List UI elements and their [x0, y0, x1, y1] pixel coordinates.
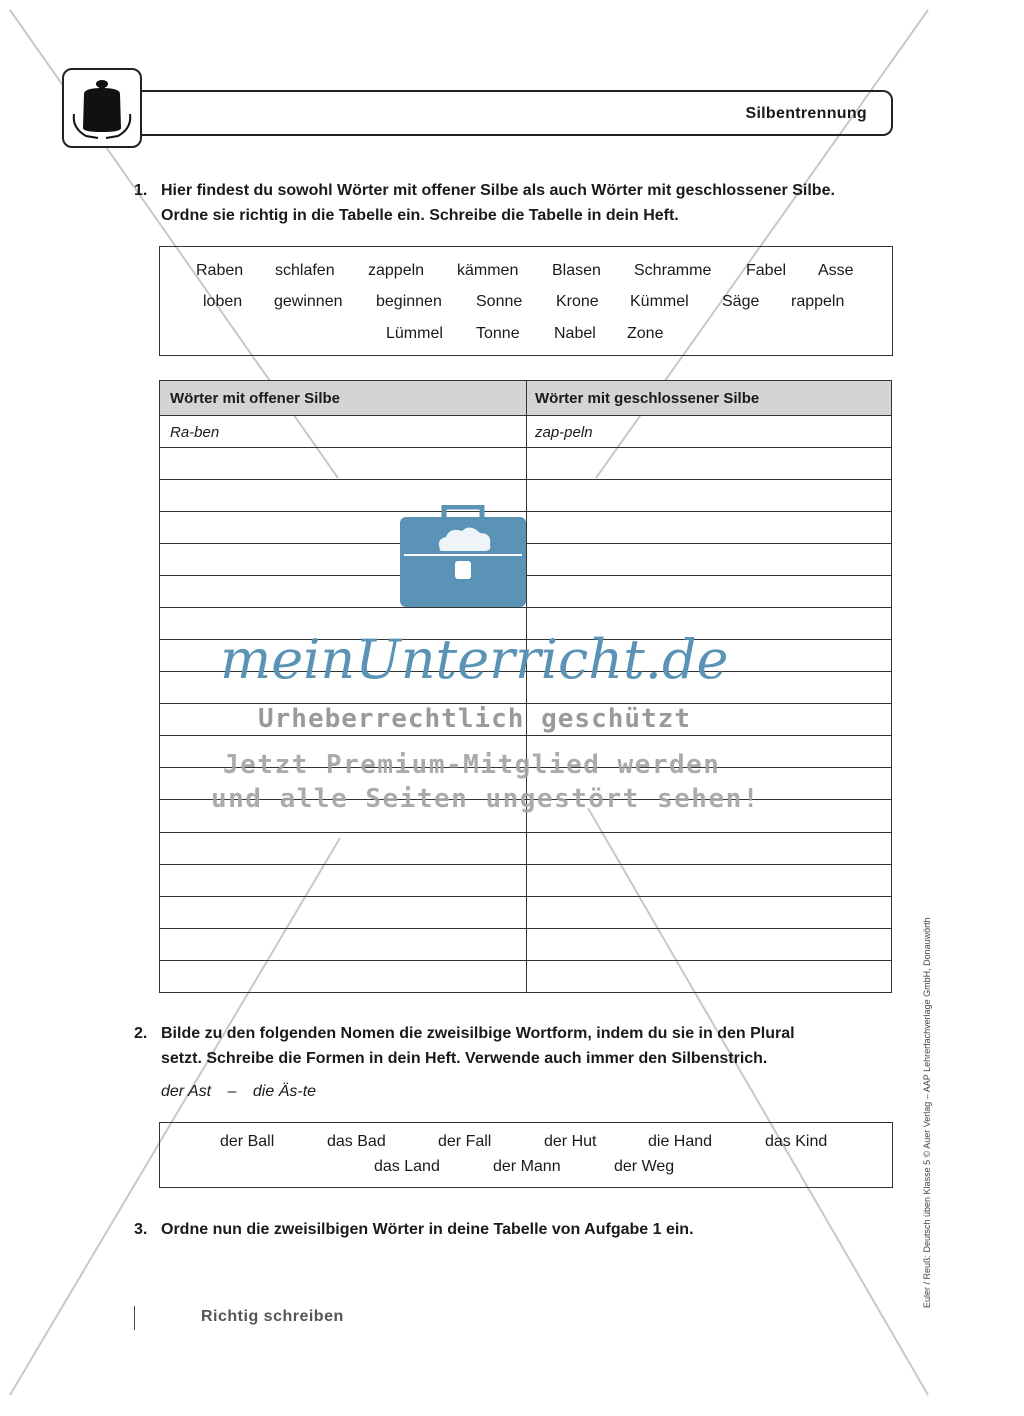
- word: rappeln: [791, 293, 845, 310]
- task-2: [134, 1021, 894, 1071]
- syllable-table: [159, 380, 892, 993]
- footer-section-title: Richtig schreiben: [201, 1308, 344, 1325]
- table-row-line: [160, 896, 891, 897]
- footer-divider: [134, 1306, 135, 1330]
- noun: das Land: [374, 1158, 440, 1175]
- watermark-premium-line2: und alle Seiten ungestört sehen!: [211, 784, 760, 814]
- noun: das Kind: [765, 1133, 828, 1150]
- word-row-1: [160, 262, 892, 286]
- word-row-3: [160, 325, 892, 349]
- task-3: [134, 1217, 894, 1242]
- word-row-2: [160, 293, 892, 317]
- word: kämmen: [457, 262, 519, 279]
- word: Zone: [627, 325, 664, 342]
- word: Schramme: [634, 262, 712, 279]
- table-row-line: [160, 511, 891, 512]
- word-box-task2: [159, 1122, 893, 1188]
- word-box-task1: [159, 246, 893, 356]
- task-2-example: [161, 1083, 316, 1101]
- table-row-line: [160, 799, 891, 800]
- table-row-line: [160, 735, 891, 736]
- word: Säge: [722, 293, 760, 310]
- word: zappeln: [368, 262, 425, 279]
- task-1-number: 1.: [134, 182, 148, 199]
- noun: der Hut: [544, 1133, 597, 1150]
- task-3-number: 3.: [134, 1221, 148, 1238]
- noun: die Hand: [648, 1133, 713, 1150]
- watermark-brand: meinUnterricht.de: [220, 628, 729, 691]
- example-dash: –: [227, 1083, 237, 1100]
- table-row-line: [160, 767, 891, 768]
- table-row-line: [160, 864, 891, 865]
- logo-box: [62, 68, 142, 148]
- publisher-credit: Euler / Reuß: Deutsch üben Klasse 5 © Auer Verlag – AAP Lehrerfachverlage GmbH, Donauwörth: [922, 917, 932, 1308]
- title-bar: [142, 90, 893, 136]
- word: Fabel: [746, 262, 787, 279]
- word: Tonne: [476, 325, 520, 342]
- table-row-line: [160, 960, 891, 961]
- noun: der Ball: [220, 1133, 275, 1150]
- example-plural: die Äs-te: [252, 1083, 317, 1100]
- table-row-line: [160, 575, 891, 576]
- table-row-line: [160, 543, 891, 544]
- weight-in-hands-icon: [64, 70, 140, 146]
- task-1-line2: Ordne sie richtig in die Tabelle ein. Schreibe die Tabelle in dein Heft.: [161, 207, 679, 224]
- noun-row-2: [160, 1158, 892, 1182]
- col-header-open-syllable: Wörter mit offener Silbe: [170, 390, 341, 407]
- noun: der Mann: [493, 1158, 561, 1175]
- table-row-line: [160, 928, 891, 929]
- task-1-line1: Hier findest du sowohl Wörter mit offener Silbe als auch Wörter mit geschlossener Silbe.: [161, 182, 835, 199]
- task-2-line2: setzt. Schreibe die Formen in dein Heft. Verwende auch immer den Silbenstrich.: [161, 1050, 768, 1067]
- word: Sonne: [476, 293, 523, 310]
- word: Kümmel: [630, 293, 689, 310]
- word: Lümmel: [386, 325, 443, 342]
- word: beginnen: [376, 293, 442, 310]
- task-3-text: Ordne nun die zweisilbigen Wörter in deine Tabelle von Aufgabe 1 ein.: [161, 1221, 694, 1238]
- noun: der Weg: [614, 1158, 675, 1175]
- table-row-line: [160, 447, 891, 448]
- word: Raben: [196, 262, 244, 279]
- example-closed-syllable: zap-peln: [535, 424, 593, 441]
- word: Blasen: [552, 262, 601, 279]
- word: loben: [203, 293, 243, 310]
- col-header-closed-syllable: Wörter mit geschlossener Silbe: [535, 390, 760, 407]
- task-1: [134, 178, 894, 228]
- watermark-premium-line1: Jetzt Premium-Mitglied werden: [223, 750, 721, 780]
- word: Nabel: [554, 325, 596, 342]
- table-row-line: [160, 703, 891, 704]
- page-title: Silbentrennung: [745, 105, 867, 122]
- watermark-copyright: Urheberrechtlich geschützt: [258, 704, 691, 734]
- table-row-line: [160, 607, 891, 608]
- table-row-line: [160, 639, 891, 640]
- table-row-line: [160, 671, 891, 672]
- column-divider: [526, 381, 527, 992]
- noun: der Fall: [438, 1133, 492, 1150]
- word: Asse: [818, 262, 854, 279]
- word: Krone: [556, 293, 599, 310]
- task-2-number: 2.: [134, 1025, 148, 1042]
- word: schlafen: [275, 262, 335, 279]
- table-row-line: [160, 832, 891, 833]
- word: gewinnen: [274, 293, 343, 310]
- noun: das Bad: [327, 1133, 386, 1150]
- noun-row-1: [160, 1133, 892, 1157]
- table-row-line: [160, 479, 891, 480]
- task-2-line1: Bilde zu den folgenden Nomen die zweisilbige Wortform, indem du sie in den Plural: [161, 1025, 795, 1042]
- example-singular: der Ast: [161, 1083, 212, 1100]
- example-open-syllable: Ra-ben: [170, 424, 220, 441]
